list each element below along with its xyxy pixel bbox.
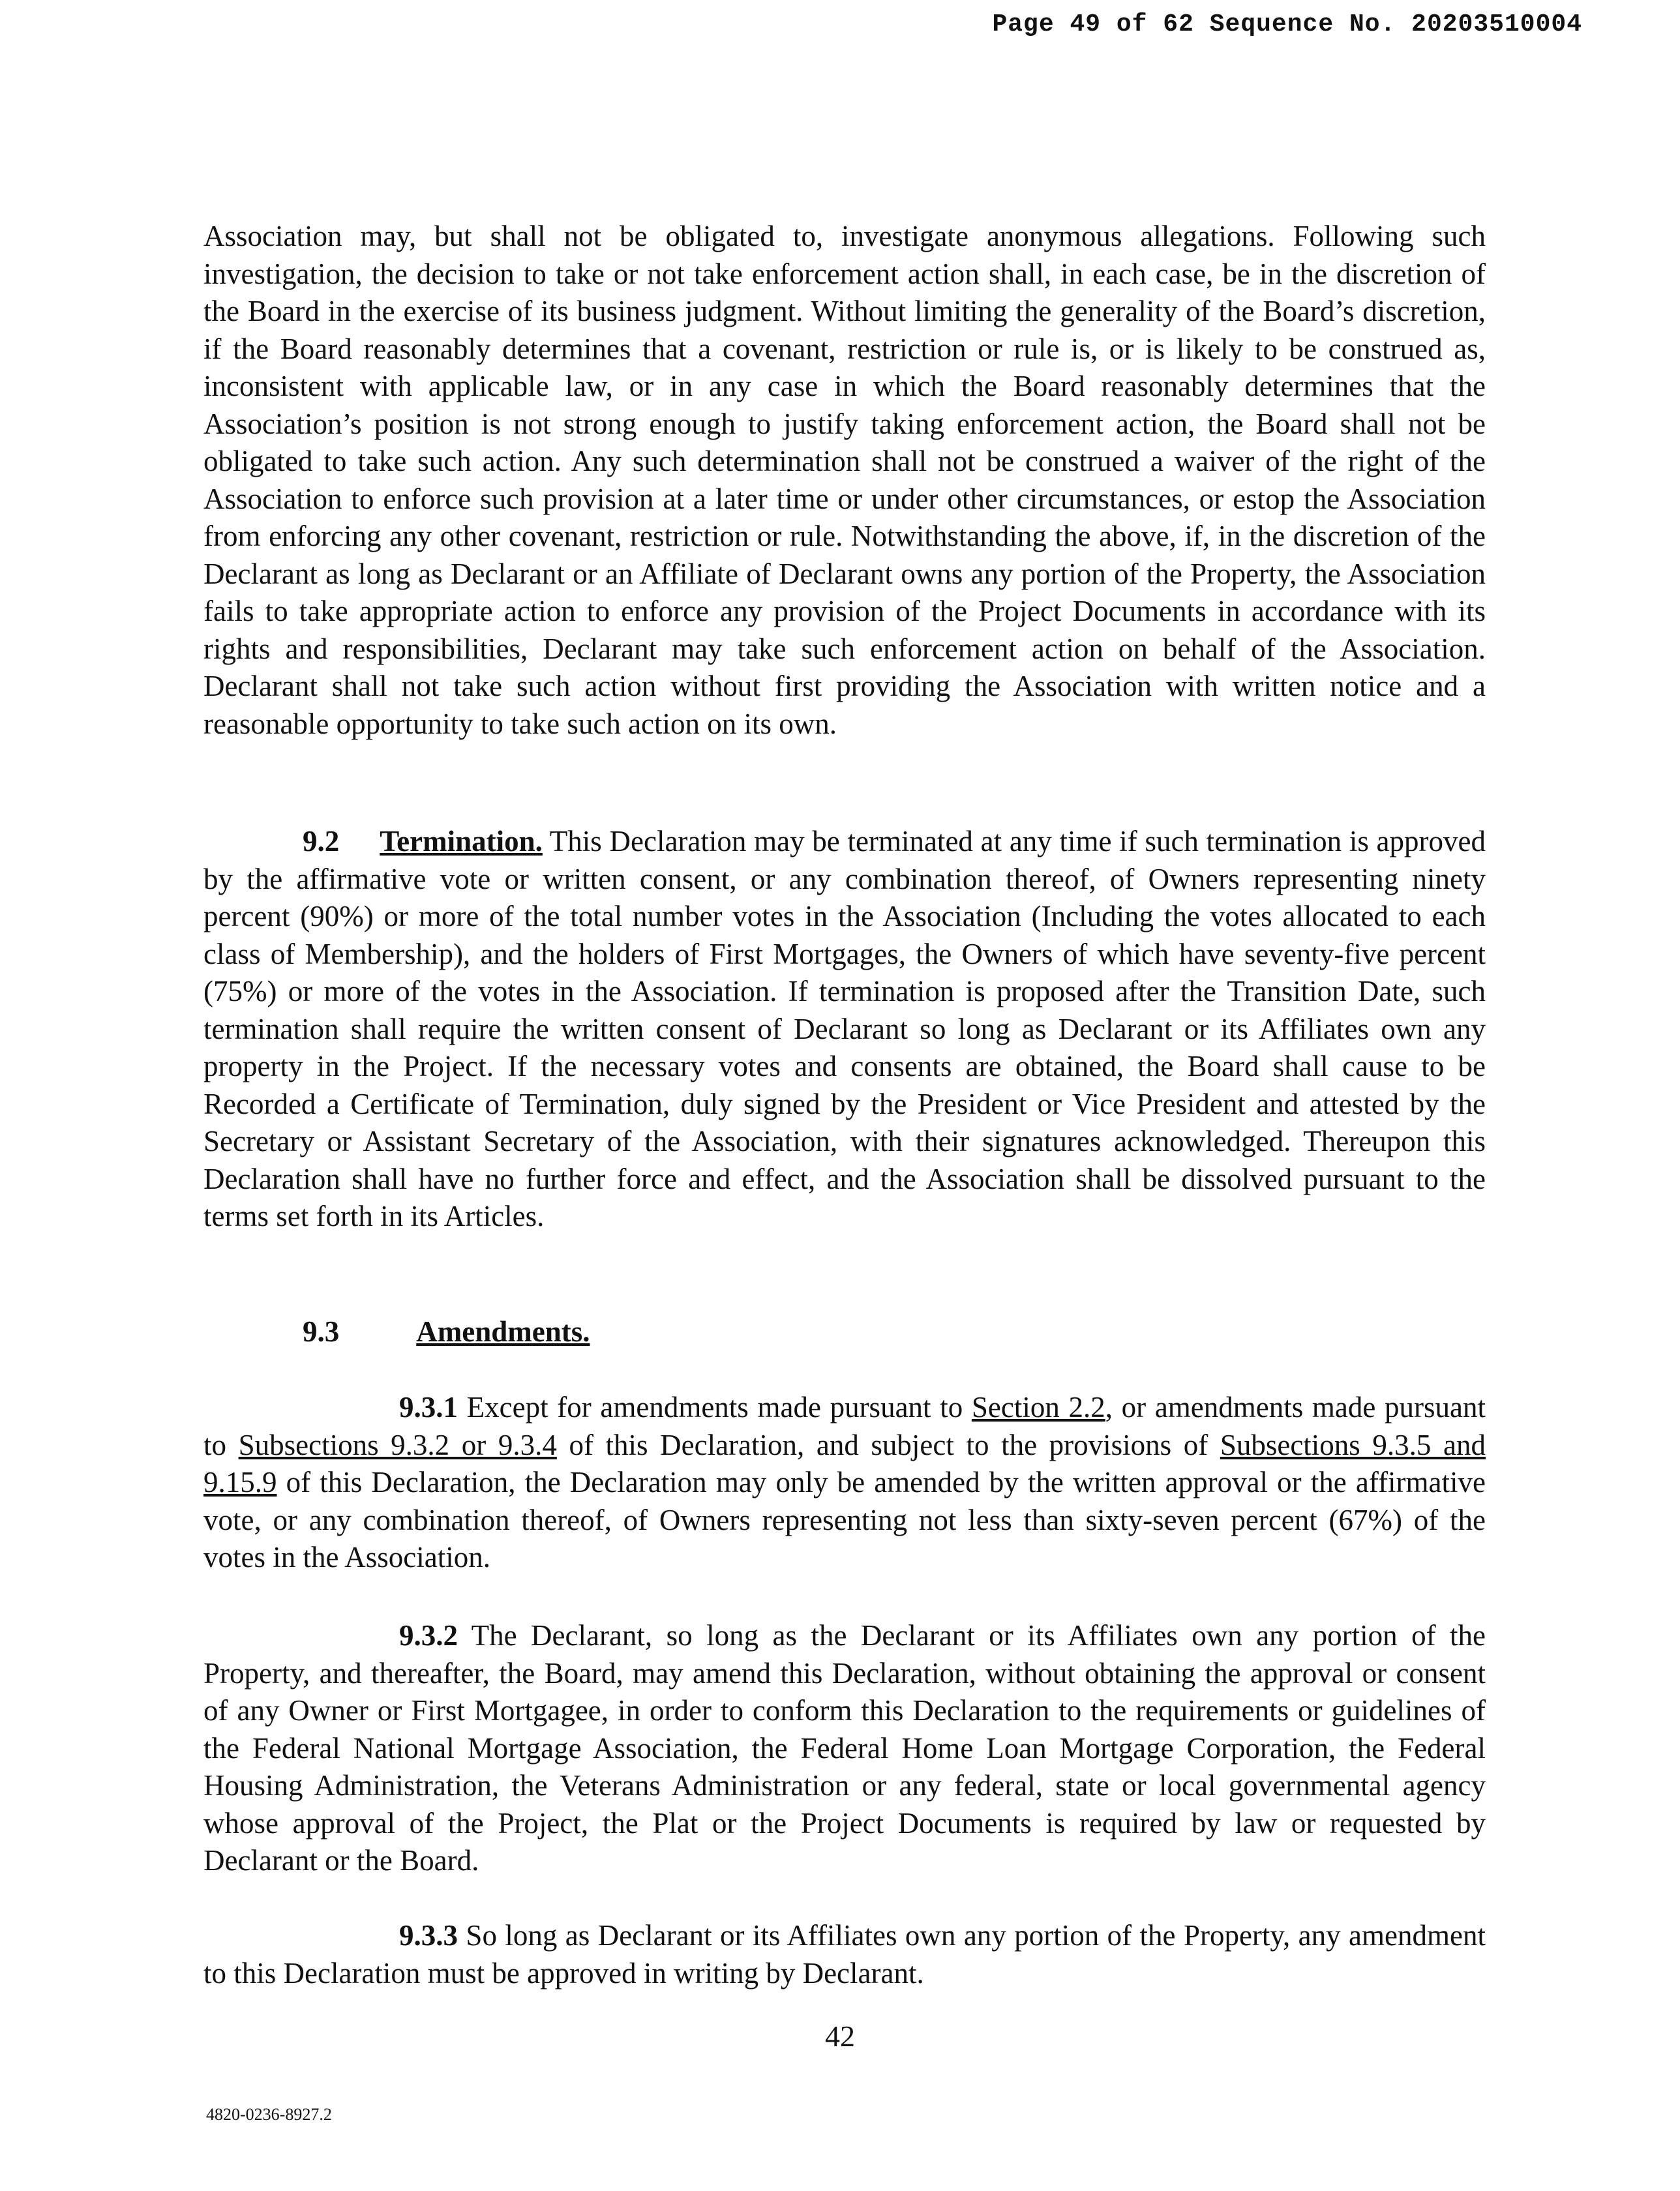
- section-9-3-heading-line: [203, 1313, 1585, 1351]
- section-9-3-heading: Amendments.: [416, 1315, 590, 1348]
- section-9-3-1-number: 9.3.1: [399, 1391, 458, 1423]
- section-9-3-3-number: 9.3.3: [399, 1919, 458, 1952]
- section-9-3-2-paragraph: [203, 1617, 1486, 1880]
- section-9-2-heading: Termination.: [380, 825, 543, 857]
- section-9-3-1-text-a: Except for amendments made pursuant to: [458, 1391, 972, 1423]
- document-id: 4820-0236-8927.2: [206, 2105, 332, 2124]
- subsections-9-3-5-9-15-9-reference: Subsections 9.3.5 and 9.15.9: [203, 1428, 1486, 1498]
- subsections-9-3-2-9-3-4-reference: Subsections 9.3.2 or 9.3.4: [238, 1428, 557, 1461]
- section-9-3-1-text-d: of this Declaration, the Declaration may only be amended by the written approval or the affirmative vote, or any combination thereof, of Owners representing not less than sixty-seven percent (67%) of the votes in the Association.: [203, 1466, 1486, 1573]
- section-9-2-number: 9.2: [303, 825, 340, 857]
- section-9-3-1-text-b: , or amendments made pursuant to: [203, 1391, 1486, 1461]
- section-9-3-number: 9.3: [303, 1315, 340, 1348]
- section-9-3-3-paragraph: [203, 1917, 1486, 1992]
- section-9-2-text: This Declaration may be terminated at any time if such termination is approved by the affirmative vote or written consent, or any combination thereof, of Owners representing ninety percent (90%) or more of the total number votes in the Association (Including the votes allocated to each class of Membership), and the holders of First Mortgages, the Owners of which have seventy-five percent (75%) or more of the votes in the Association. If termination is proposed after the Transition Date, such termination shall require the written consent of Declarant so long as Declarant or its Affiliates own any property in the Project. If the necessary votes and consents are obtained, the Board shall cause to be Recorded a Certificate of Termination, duly signed by the President or Vice President and attested by the Secretary or Assistant Secretary of the Association, with their signatures acknowledged. Thereupon this Declaration shall have no further force and effect, and the Association shall be dissolved pursuant to the terms set forth in its Articles.: [203, 825, 1486, 1232]
- page-number: 42: [825, 2020, 855, 2053]
- section-9-3-1-paragraph: [203, 1389, 1486, 1577]
- section-9-3-1-text-c: of this Declaration, and subject to the provisions of: [556, 1428, 1220, 1461]
- section-2-2-reference: Section 2.2: [971, 1391, 1105, 1423]
- section-9-3-2-text: The Declarant, so long as the Declarant or its Affiliates own any portion of the Property, and thereafter, the Board, may amend this Declaration, without obtaining the approval or consent of any Owner or First Mortgagee, in order to conform this Declaration to the requirements or guidelines of the Federal National Mortgage Association, the Federal Home Loan Mortgage Corporation, the Federal Housing Administration, the Veterans Administration or any federal, state or local governmental agency whose approval of the Project, the Plat or the Project Documents is required by law or requested by Declarant or the Board.: [203, 1619, 1486, 1877]
- page-sequence-stamp: Page 49 of 62 Sequence No. 20203510004: [992, 10, 1582, 38]
- section-9-3-2-number: 9.3.2: [399, 1619, 458, 1652]
- section-9-3-3-text: So long as Declarant or its Affiliates own any portion of the Property, any amendment to this Declaration must be approved in writing by Declarant.: [203, 1919, 1486, 1990]
- section-9-2-paragraph: [203, 823, 1486, 1236]
- paragraph-continuation: Association may, but shall not be obligated to, investigate anonymous allegations. Following such investigation, the decision to take or not take enforcement action shall, in each case, be in the discretion of the Board in the exercise of its business judgment. Without limiting the generality of the Board’s discretion, if the Board reasonably determines that a covenant, restriction or rule is, or is likely to be construed as, inconsistent with applicable law, or in any case in which the Board reasonably determines that the Association’s position is not strong enough to justify taking enforcement action, the Board shall not be obligated to take such action. Any such determination shall not be construed a waiver of the right of the Association to enforce such provision at a later time or under other circumstances, or estop the Association from enforcing any other covenant, restriction or rule. Notwithstanding the above, if, in the discretion of the Declarant as long as Declarant or an Affiliate of Declarant owns any portion of the Property, the Association fails to take appropriate action to enforce any provision of the Project Documents in accordance with its rights and responsibilities, Declarant may take such enforcement action on behalf of the Association. Declarant shall not take such action without first providing the Association with written notice and a reasonable opportunity to take such action on its own.: [203, 220, 1486, 740]
